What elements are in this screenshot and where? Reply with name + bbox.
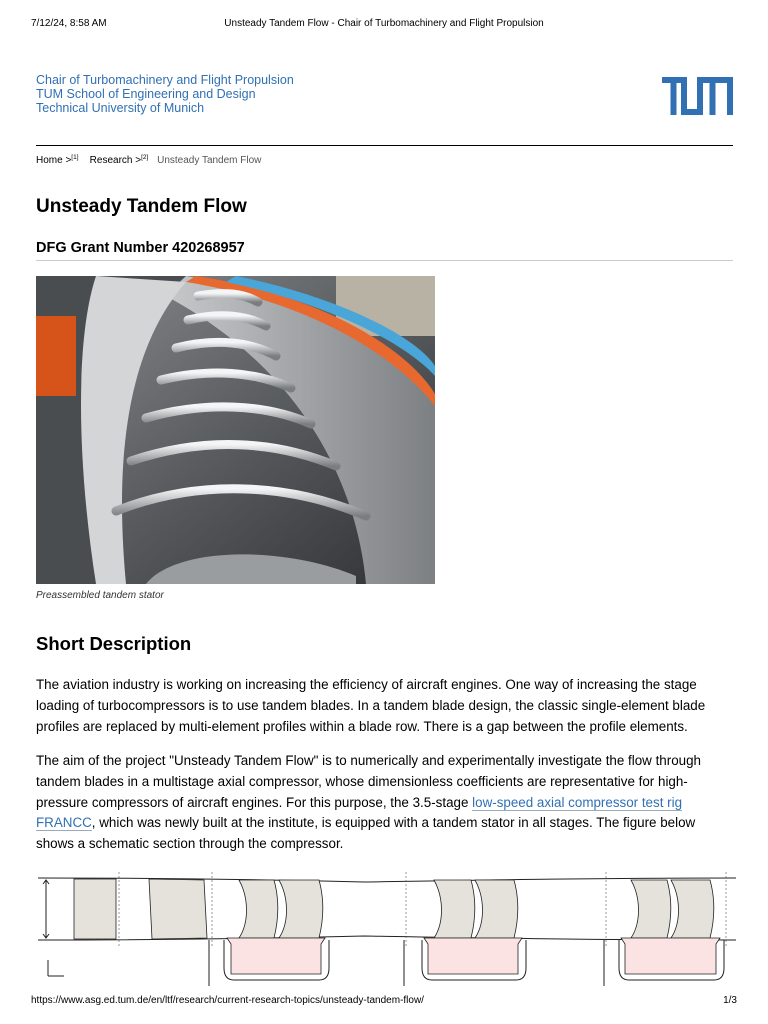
page-number: 1/3 — [723, 995, 737, 1006]
paragraph-aim-text-end: , which was newly built at the institute, is equipped with a tandem stator in all stages. The figure below shows a schematic section through the compressor. — [36, 815, 696, 852]
section-title: Short Description — [36, 633, 192, 654]
affiliation-university-link[interactable]: Technical University of Munich — [36, 100, 205, 115]
paragraph-aim-text: The aim of the project "Unsteady Tandem Flow" is to numerically and experimentally investigate the flow through tandem blades in a multistage axial compressor, whose dimensionless coefficients are representative for high-pressure compressors of aircraft engines. For this purpose, the 3.5-stage — [36, 753, 701, 810]
breadcrumb-research[interactable]: Research >[2] — [89, 154, 149, 166]
francc-test-rig-link[interactable]: low-speed axial compressor test rig FRANCC — [36, 794, 683, 831]
print-url: https://www.asg.ed.tum.de/en/ltf/research/current-research-topics/unsteady-tandem-flow/ — [31, 995, 424, 1006]
tum-logo-icon[interactable] — [662, 77, 733, 115]
paragraph-aim — [36, 751, 736, 855]
print-title: Unsteady Tandem Flow - Chair of Turbomachinery and Flight Propulsion — [224, 18, 544, 29]
grant-number-heading: DFG Grant Number 420268957 — [36, 240, 245, 256]
figure-caption: Preassembled tandem stator — [36, 590, 164, 601]
breadcrumb-home[interactable]: Home >[1] — [36, 154, 79, 166]
compressor-section-schematic — [34, 868, 740, 986]
page-title: Unsteady Tandem Flow — [36, 196, 247, 217]
breadcrumb — [36, 154, 261, 166]
print-date: 7/12/24, 8:58 AM — [31, 18, 107, 29]
breadcrumb-current: Unsteady Tandem Flow — [157, 155, 262, 166]
tandem-stator-photo — [36, 276, 435, 584]
affiliation-chair-link[interactable]: Chair of Turbomachinery and Flight Propulsion — [36, 73, 294, 87]
paragraph-intro: The aviation industry is working on increasing the efficiency of aircraft engines. One way of increasing the stage loading of turbocompressors is to use tandem blades. In a tandem blade design, the classic single-element blade profiles are replaced by multi-element profiles within a blade row. There is a gap between the profile elements. — [36, 677, 706, 734]
grant-divider — [36, 260, 733, 261]
affiliation — [36, 74, 294, 115]
header-divider — [36, 145, 733, 146]
affiliation-school-link[interactable]: TUM School of Engineering and Design — [36, 86, 256, 101]
